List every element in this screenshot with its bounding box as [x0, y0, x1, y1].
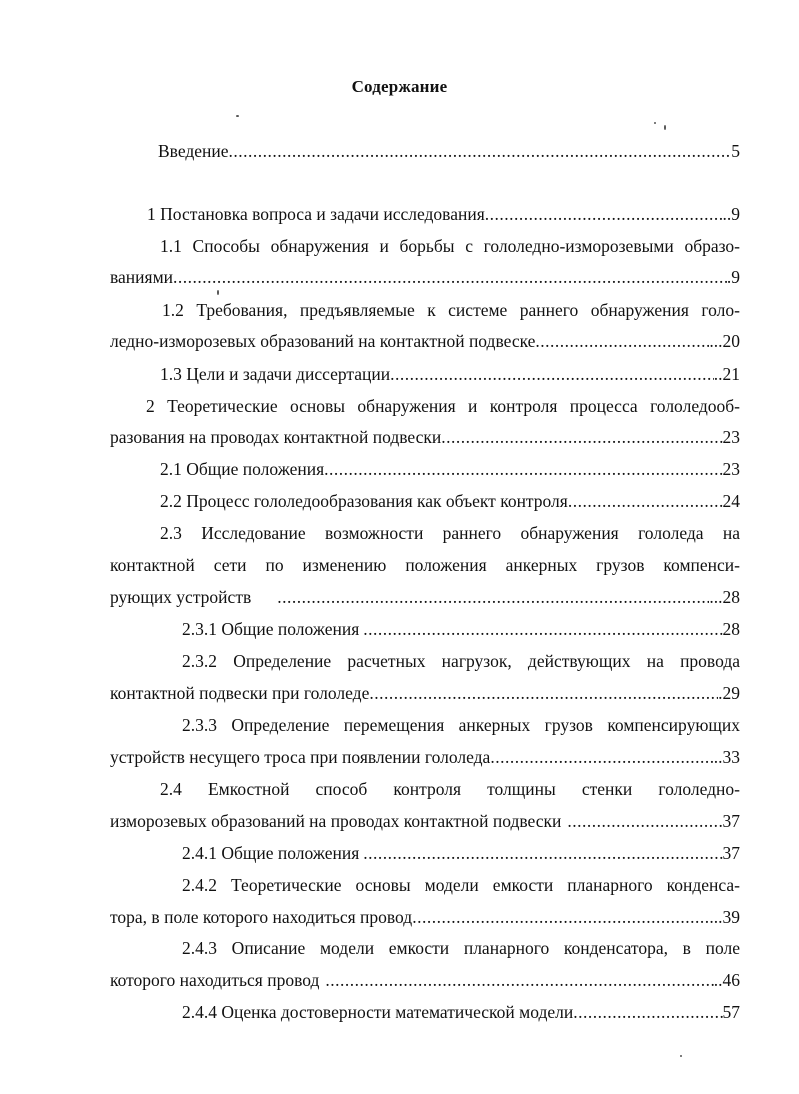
toc-entry-2-3-3[interactable] [110, 746, 740, 768]
toc-entry-2-3-line1[interactable]: 2.3 Исследование возможности раннего обнаружения гололеда на [160, 523, 740, 543]
toc-entry-page: 5 [731, 141, 740, 161]
toc-entry-page: 24 [722, 491, 740, 511]
toc-entry-2-4-1[interactable] [182, 842, 740, 864]
toc-entry-page: .29 [718, 683, 740, 703]
toc-entry-2-4[interactable] [110, 810, 740, 832]
scan-speck [654, 122, 656, 124]
scan-speck [236, 115, 239, 117]
scan-speck [664, 125, 666, 130]
toc-entry-2-3[interactable] [110, 586, 740, 608]
toc-entry-2-4-line1[interactable]: 2.4 Емкостной способ контроля толщины стенки гололедно- [160, 779, 740, 799]
toc-entry-1-3[interactable] [160, 363, 740, 385]
scan-speck [217, 290, 219, 295]
toc-entry-chapter-2-line1[interactable]: 2 Теоретические основы обнаружения и контроля процесса гололедооб- [146, 396, 740, 416]
toc-entry-2-1[interactable] [160, 458, 740, 480]
toc-entry-2-3-2[interactable] [110, 682, 740, 704]
toc-entry-page: 37 [722, 811, 740, 831]
toc-entry-2-2[interactable] [160, 490, 740, 512]
toc-entry-2-4-2-line1[interactable]: 2.4.2 Теоретические основы модели емкости планарного конденса- [182, 875, 740, 895]
toc-entry-text: 2.3.1 Общие положения [182, 619, 360, 639]
toc-entry-1-1[interactable] [110, 266, 740, 288]
toc-entry-text: 2.4.1 Общие положения [182, 843, 360, 863]
toc-entry-text: тора, в поле которого находиться провод [110, 907, 413, 927]
toc-entry-1-2[interactable] [110, 330, 740, 352]
toc-entry-text: 1.3 Цели и задачи диссертации [160, 364, 391, 384]
toc-entry-chapter-2[interactable] [110, 426, 740, 448]
toc-entry-page: ..33 [713, 747, 740, 767]
toc-entry-1-2-line1[interactable]: 1.2 Требования, предъявляемые к системе раннего обнаружения голо- [162, 300, 740, 320]
toc-entry-text: которого находиться провод [110, 970, 320, 990]
toc-entry-2-4-2[interactable] [110, 906, 740, 928]
toc-entry-text: Введение [158, 141, 229, 161]
toc-entry-2-4-3-line1[interactable]: 2.4.3 Описание модели емкости планарного конденсатора, в поле [182, 938, 740, 958]
toc-entry-text: 2.1 Общие положения [160, 459, 325, 479]
toc-entry-2-3-3-line1[interactable]: 2.3.3 Определение перемещения анкерных грузов компенсирующих [182, 715, 740, 735]
toc-entry-text: рующих устройств [110, 587, 252, 607]
toc-entry-text: 2.4.4 Оценка достоверности математической модели [182, 1002, 574, 1022]
toc-entry-text: 2.2 Процесс гололедообразования как объект контроля [160, 491, 568, 511]
toc-entry-2-3-1[interactable] [182, 618, 740, 640]
toc-entry-text: контактной подвески при гололеде [110, 683, 370, 703]
toc-entry-page: .9 [726, 267, 740, 287]
toc-entry-2-3-2-line1[interactable]: 2.3.2 Определение расчетных нагрузок, действующих на провода [182, 651, 740, 671]
toc-entry-introduction[interactable] [158, 140, 740, 162]
toc-entry-text: устройств несущего троса при появлении гололеда [110, 747, 491, 767]
toc-entry-2-3-line2[interactable]: контактной сети по изменению положения анкерных грузов компенси- [110, 555, 740, 575]
toc-entry-page: 23 [722, 427, 740, 447]
toc-entry-page: 37 [722, 843, 740, 863]
toc-entry-page: ...28 [709, 587, 740, 607]
page-title: Содержание [351, 77, 448, 96]
toc-entry-page: 57 [722, 1002, 740, 1022]
toc-entry-page: ..21 [713, 364, 740, 384]
scan-speck [680, 1055, 682, 1057]
toc-entry-1-1-line1[interactable]: 1.1 Способы обнаружения и борьбы с гололедно-изморозевыми образо- [160, 236, 740, 256]
toc-entry-page: ...20 [709, 331, 740, 351]
toc-entry-2-4-4[interactable] [182, 1001, 740, 1023]
toc-entry-page: ..9 [722, 204, 740, 224]
toc-entry-chapter-1[interactable] [147, 203, 740, 225]
toc-entry-text: 1 Постановка вопроса и задачи исследования [147, 204, 485, 224]
toc-entry-page: ...39 [709, 907, 740, 927]
toc-entry-page: ..46 [713, 970, 740, 990]
toc-entry-text: ледно-изморозевых образований на контактной подвеске [110, 331, 536, 351]
toc-entry-page: 28 [722, 619, 740, 639]
toc-entry-text: ваниями [110, 267, 174, 287]
toc-entry-text: разования на проводах контактной подвески [110, 427, 442, 447]
toc-entry-text: изморозевых образований на проводах контактной подвески [110, 811, 562, 831]
toc-entry-page: 23 [722, 459, 740, 479]
toc-entry-2-4-3[interactable] [110, 969, 740, 991]
